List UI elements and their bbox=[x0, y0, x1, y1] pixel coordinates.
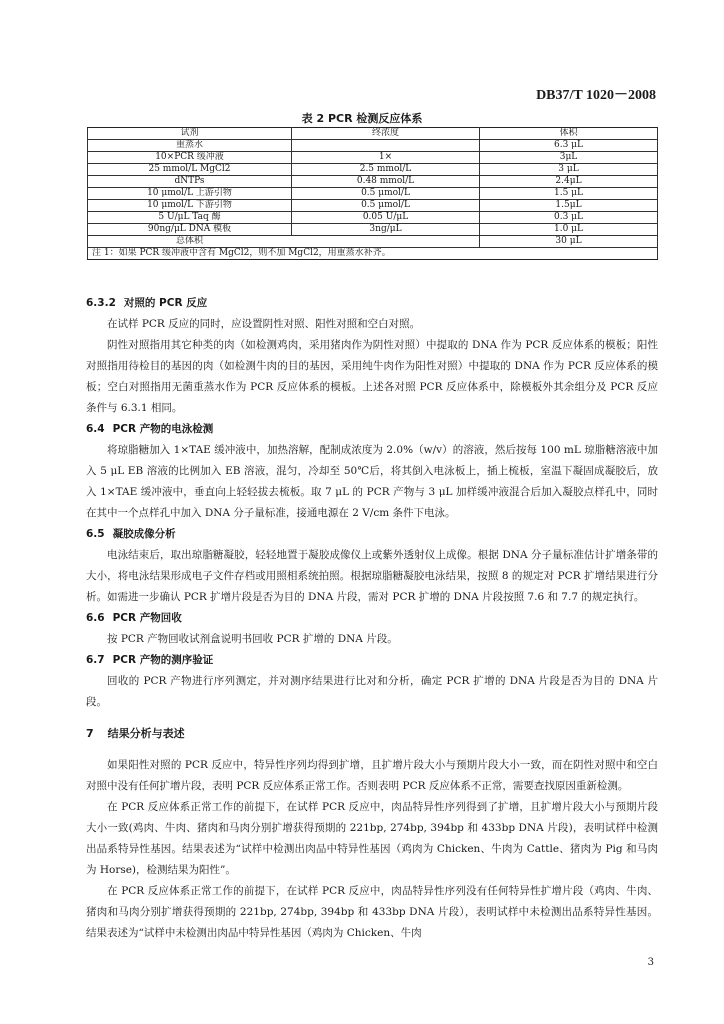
header-reagent: 试剂 bbox=[88, 128, 292, 140]
paragraph: 将琼脂糖加入 1×TAE 缓冲液中，加热溶解，配制成浓度为 2.0%（w/v）的溶液，然后按每 100 mL 琼脂糖溶液中加入 5 μL EB 溶液的比例加入 EB 溶液，混匀，冷却至 50℃后，将其倒入电泳板上，插上梳板，室温下凝固成凝胶后，放入 1×TAE 缓冲液中，垂直向上轻轻拔去梳板。取 7 μL 的 PCR 产物与 3 μL 加样缓冲液混合后加入凝胶点样孔中，同时在其中一个点样孔中加入 DNA 分子量标准，接通电源在 2 V/cm 条件下电泳。 bbox=[86, 444, 658, 519]
section-number: 6.6 bbox=[86, 612, 105, 624]
volume-cell: 2.4μL bbox=[480, 176, 658, 188]
volume-cell: 3μL bbox=[480, 152, 658, 164]
table-total-row bbox=[88, 236, 658, 248]
table-row bbox=[88, 188, 658, 200]
table-note: 注 1：如果 PCR 缓冲液中含有 MgCl2，则不加 MgCl2，用重蒸水补齐。 bbox=[88, 248, 658, 260]
section-heading-6-6 bbox=[86, 608, 658, 629]
volume-cell: 1.5 μL bbox=[480, 188, 658, 200]
section-number: 6.4 bbox=[86, 423, 105, 435]
reagent-cell: 25 mmol/L MgCl2 bbox=[88, 164, 292, 176]
volume-cell: 0.3 μL bbox=[480, 212, 658, 224]
reagent-cell: 10 μmol/L 上游引物 bbox=[88, 188, 292, 200]
section-title: PCR 产物的测序验证 bbox=[112, 654, 214, 666]
section-number: 7 bbox=[86, 727, 94, 740]
volume-cell: 6.3 μL bbox=[480, 140, 658, 152]
paragraph: 在试样 PCR 反应的同时，应设置阴性对照、阳性对照和空白对照。 bbox=[107, 318, 421, 330]
table-row bbox=[88, 164, 658, 176]
reagent-cell: 5 U/μL Taq 酶 bbox=[88, 212, 292, 224]
total-volume: 30 μL bbox=[480, 236, 658, 248]
concentration-cell: 3ng/μL bbox=[292, 224, 480, 236]
section-number: 6.7 bbox=[86, 654, 105, 666]
total-label: 总体积 bbox=[88, 236, 292, 248]
reagent-cell: 10 μmol/L 下游引物 bbox=[88, 200, 292, 212]
header-volume: 体积 bbox=[480, 128, 658, 140]
reagent-cell: 10×PCR 缓冲液 bbox=[88, 152, 292, 164]
volume-cell: 1.0 μL bbox=[480, 224, 658, 236]
table-row bbox=[88, 212, 658, 224]
paragraph: 按 PCR 产物回收试剂盒说明书回收 PCR 扩增的 DNA 片段。 bbox=[107, 633, 398, 645]
concentration-cell: 0.48 mmol/L bbox=[292, 176, 480, 188]
paragraph: 电泳结束后，取出琼脂糖凝胶，轻轻地置于凝胶成像仪上或紫外透射仪上成像。根据 DNA 分子量标准估计扩增条带的大小，将电泳结果形成电子文件存档或用照相系统拍照。根据琼脂糖凝胶电泳结果，按照 8 的规定对 PCR 扩增结果进行分析。如需进一步确认 PCR 扩增片段是否为目的 DNA 片段，需对 PCR 扩增的 DNA 片段按照 7.6 和 7.7 的规定执行。 bbox=[86, 549, 658, 603]
volume-cell: 1.5μL bbox=[480, 200, 658, 212]
section-title: PCR 产物回收 bbox=[112, 612, 182, 624]
table-row bbox=[88, 140, 658, 152]
concentration-cell: 0.5 μmol/L bbox=[292, 200, 480, 212]
section-title: 对照的 PCR 反应 bbox=[123, 297, 208, 309]
section-title: PCR 产物的电泳检测 bbox=[112, 423, 214, 435]
volume-cell: 3 μL bbox=[480, 164, 658, 176]
concentration-cell: 0.05 U/μL bbox=[292, 212, 480, 224]
section-heading-6-3-2 bbox=[86, 293, 658, 314]
section-heading-7 bbox=[86, 723, 658, 745]
reagent-cell: 90ng/μL DNA 模板 bbox=[88, 224, 292, 236]
section-number: 6.3.2 bbox=[86, 297, 116, 309]
total-empty-cell bbox=[292, 236, 480, 248]
concentration-cell: 1× bbox=[292, 152, 480, 164]
paragraph: 如果阳性对照的 PCR 反应中，特异性序列均得到扩增，且扩增片段大小与预期片段大小一致，而在阴性对照中和空白对照中没有任何扩增片段，表明 PCR 反应体系正常工作。否则表明 PCR 反应体系不正常，需要查找原因重新检测。 bbox=[86, 759, 658, 792]
section-heading-6-4 bbox=[86, 419, 658, 440]
concentration-cell: 0.5 μmol/L bbox=[292, 188, 480, 200]
reagent-cell: dNTPs bbox=[88, 176, 292, 188]
concentration-cell: 2.5 mmol/L bbox=[292, 164, 480, 176]
paragraph: 回收的 PCR 产物进行序列测定，并对测序结果进行比对和分析，确定 PCR 扩增的 DNA 片段是否为目的 DNA 片段。 bbox=[86, 675, 658, 708]
section-heading-6-5 bbox=[86, 524, 658, 545]
table-note-row bbox=[88, 248, 658, 260]
paragraph: 在 PCR 反应体系正常工作的前提下，在试样 PCR 反应中，肉品特异性序列没有任何特异性扩增片段（鸡肉、牛肉、猪肉和马肉分别扩增获得预期的 221bp, 274bp, 394bp 和 433bp DNA 片段），表明试样中未检测出品系特异性基因。结果表述为“试样中未检测出肉品中特异性基因（鸡肉为 Chicken、牛肉 bbox=[86, 885, 658, 939]
standard-code: DB37/T 1020－2008 bbox=[536, 88, 656, 103]
page-number: 3 bbox=[647, 957, 654, 968]
section-title: 结果分析与表述 bbox=[107, 727, 185, 740]
table-row bbox=[88, 200, 658, 212]
table-header-row bbox=[88, 128, 658, 140]
reagent-cell: 重蒸水 bbox=[88, 140, 292, 152]
table-row bbox=[88, 224, 658, 236]
pcr-reaction-table bbox=[87, 127, 658, 260]
table-row bbox=[88, 176, 658, 188]
header-final-concentration: 终浓度 bbox=[292, 128, 480, 140]
section-title: 凝胶成像分析 bbox=[112, 528, 176, 540]
paragraph: 在 PCR 反应体系正常工作的前提下，在试样 PCR 反应中，肉品特异性序列得到了扩增，且扩增片段大小与预期片段大小一致(鸡肉、牛肉、猪肉和马肉分别扩增获得预期的 221bp, 274bp, 394bp 和 433bp DNA 片段)，表明试样中检测出品系特异性基因。结果表述为“试样中检测出肉品中特异性基因（鸡肉为 Chicken、牛肉为 Cattle、猪肉为 Pig 和马肉为 Horse)，检测结果为阳性”。 bbox=[86, 801, 658, 876]
paragraph: 阴性对照指用其它种类的肉（如检测鸡肉，采用猪肉作为阴性对照）中提取的 DNA 作为 PCR 反应体系的模板；阳性对照指用待检目的基因的肉（如检测牛肉的目的基因，采用纯牛肉作为阳性对照）中提取的 DNA 作为 PCR 反应体系的模板；空白对照指用无菌重蒸水作为 PCR 反应体系的模板。上述各对照 PCR 反应体系中，除模板外其余组分及 PCR 反应条件与 6.3.1 相同。 bbox=[86, 339, 658, 414]
table-row bbox=[88, 152, 658, 164]
document-body bbox=[86, 293, 658, 944]
section-number: 6.5 bbox=[86, 528, 105, 540]
concentration-cell bbox=[292, 140, 480, 152]
table-title: 表 2 PCR 检测反应体系 bbox=[301, 112, 423, 125]
section-heading-6-7 bbox=[86, 650, 658, 671]
